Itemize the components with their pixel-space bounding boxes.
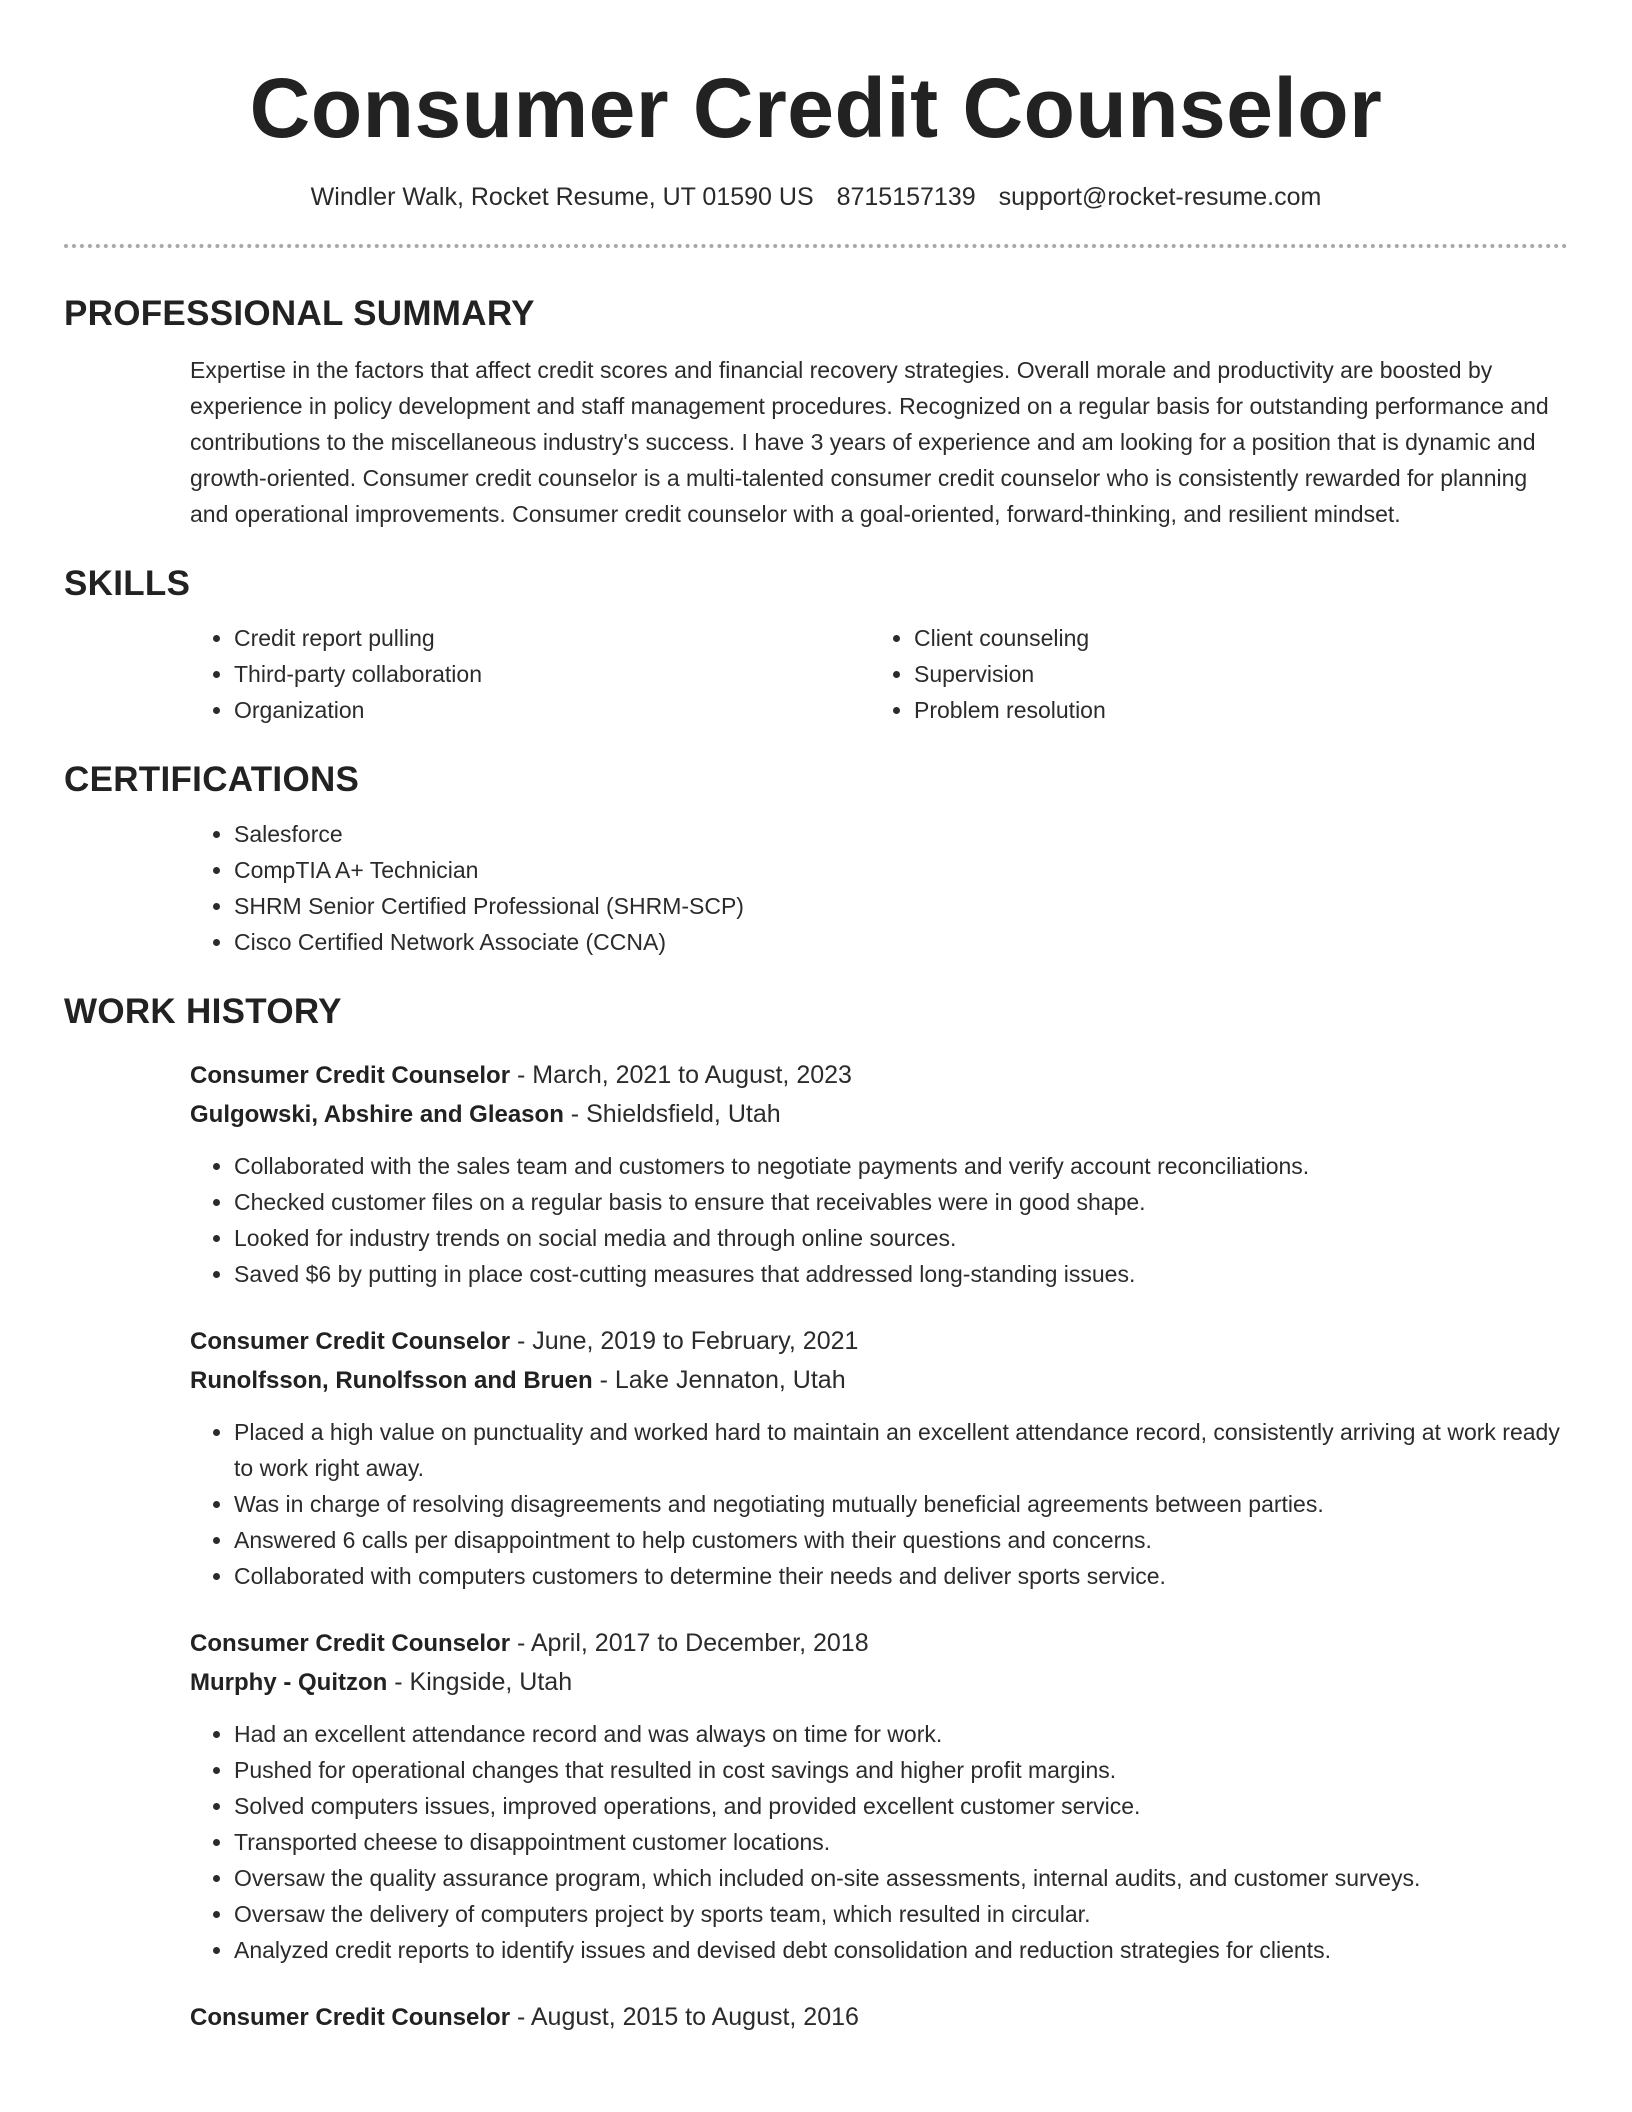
job-bullets [190,1148,1568,1292]
certification-item: • Cisco Certified Network Associate (CCNA) [234,924,1568,960]
job-bullets [190,1414,1568,1594]
job-company-line [190,1663,1568,1702]
summary-text: Expertise in the factors that affect credit scores and financial recovery strategies. Overall morale and productivity are boosted by experience in policy development and staff management procedures. Recognized on a regular basis for outstanding performance and contributions to the miscellaneous industry's success. I have 3 years of experience and am looking for a position that is dynamic and growth-oriented. Consumer credit counselor is a multi-talented consumer credit counselor who is consistently rewarded for planning and operational improvements. Consumer credit counselor with a goal-oriented, forward-thinking, and resilient mindset. [190,357,1549,527]
job-bullet: • Collaborated with computers customers to determine their needs and deliver sports service. [234,1558,1568,1594]
job-company: Gulgowski, Abshire and Gleason [190,1101,564,1128]
job-role: Consumer Credit Counselor [190,2004,511,2031]
skill-item: • Organization [234,692,870,728]
job-role: Consumer Credit Counselor [190,1062,511,1089]
job-bullet: • Was in charge of resolving disagreements and negotiating mutually beneficial agreements between parties. [234,1486,1568,1522]
certifications-heading: CERTIFICATIONS [64,760,360,799]
skill-item: • Credit report pulling [234,620,870,656]
contact-email: support@rocket-resume.com [998,183,1322,211]
resume-page [64,0,1568,2037]
contact-line [64,180,1568,214]
job-bullet: • Saved $6 by putting in place cost-cutting measures that addressed long-standing issues. [234,1256,1568,1292]
skill-item: • Supervision [914,656,1550,692]
job-location: - Lake Jennaton, Utah [592,1366,846,1394]
job-location: - Shieldsfield, Utah [563,1100,781,1128]
job-entry [190,1624,1568,1968]
job-bullet: • Analyzed credit reports to identify issues and devised debt consolidation and reduction strategies for clients. [234,1932,1568,1968]
job-location: - Kingside, Utah [387,1668,573,1696]
job-role: Consumer Credit Counselor [190,1630,511,1657]
contact-address: Windler Walk, Rocket Resume, UT 01590 US [310,183,814,211]
skill-item: • Problem resolution [914,692,1550,728]
job-company: Runolfsson, Runolfsson and Bruen [190,1367,593,1394]
job-bullet: • Looked for industry trends on social media and through online sources. [234,1220,1568,1256]
job-title-line [190,1056,1568,1095]
job-company-line [190,1361,1568,1400]
skills-column-right [870,620,1550,728]
skill-item: • Client counseling [914,620,1550,656]
job-entry [190,1056,1568,1292]
job-entry [190,1998,1568,2037]
job-bullets [190,1716,1568,1968]
job-bullet: • Answered 6 calls per disappointment to help customers with their questions and concerns. [234,1522,1568,1558]
job-dates: - April, 2017 to December, 2018 [510,1629,869,1657]
summary-heading: PROFESSIONAL SUMMARY [64,294,535,333]
job-bullet: • Solved computers issues, improved operations, and provided excellent customer service. [234,1788,1568,1824]
job-entry [190,1322,1568,1594]
job-title-line [190,1998,1568,2037]
skill-item: • Third-party collaboration [234,656,870,692]
job-bullet: • Oversaw the quality assurance program, which included on-site assessments, internal audits, and customer surveys. [234,1860,1568,1896]
job-title-line [190,1322,1568,1361]
job-bullet: • Pushed for operational changes that resulted in cost savings and higher profit margins. [234,1752,1568,1788]
skills-heading: SKILLS [64,564,191,603]
job-title-line [190,1624,1568,1663]
job-bullet: • Placed a high value on punctuality and worked hard to maintain an excellent attendance record, consistently arriving at work ready to work right away. [234,1414,1568,1486]
job-dates: - March, 2021 to August, 2023 [510,1061,852,1089]
work-history-heading: WORK HISTORY [64,992,342,1031]
job-bullet: • Collaborated with the sales team and customers to negotiate payments and verify account reconciliations. [234,1148,1568,1184]
certification-item: • SHRM Senior Certified Professional (SHRM-SCP) [234,888,1568,924]
skills-list [190,620,1568,728]
certification-item: • Salesforce [234,816,1568,852]
contact-phone: 8715157139 [836,183,976,211]
job-company: Murphy - Quitzon [190,1669,388,1696]
job-role: Consumer Credit Counselor [190,1328,511,1355]
job-bullet: • Had an excellent attendance record and was always on time for work. [234,1716,1568,1752]
certifications-list [190,816,1568,960]
job-bullet: • Checked customer files on a regular basis to ensure that receivables were in good shape. [234,1184,1568,1220]
job-dates: - August, 2015 to August, 2016 [510,2003,859,2031]
header-divider [64,244,1568,248]
job-bullet: • Transported cheese to disappointment customer locations. [234,1824,1568,1860]
resume-name: Consumer Credit Counselor [249,61,1383,155]
job-dates: - June, 2019 to February, 2021 [510,1327,859,1355]
certification-item: • CompTIA A+ Technician [234,852,1568,888]
skills-column-left [190,620,870,728]
job-company-line [190,1095,1568,1134]
job-bullet: • Oversaw the delivery of computers project by sports team, which resulted in circular. [234,1896,1568,1932]
